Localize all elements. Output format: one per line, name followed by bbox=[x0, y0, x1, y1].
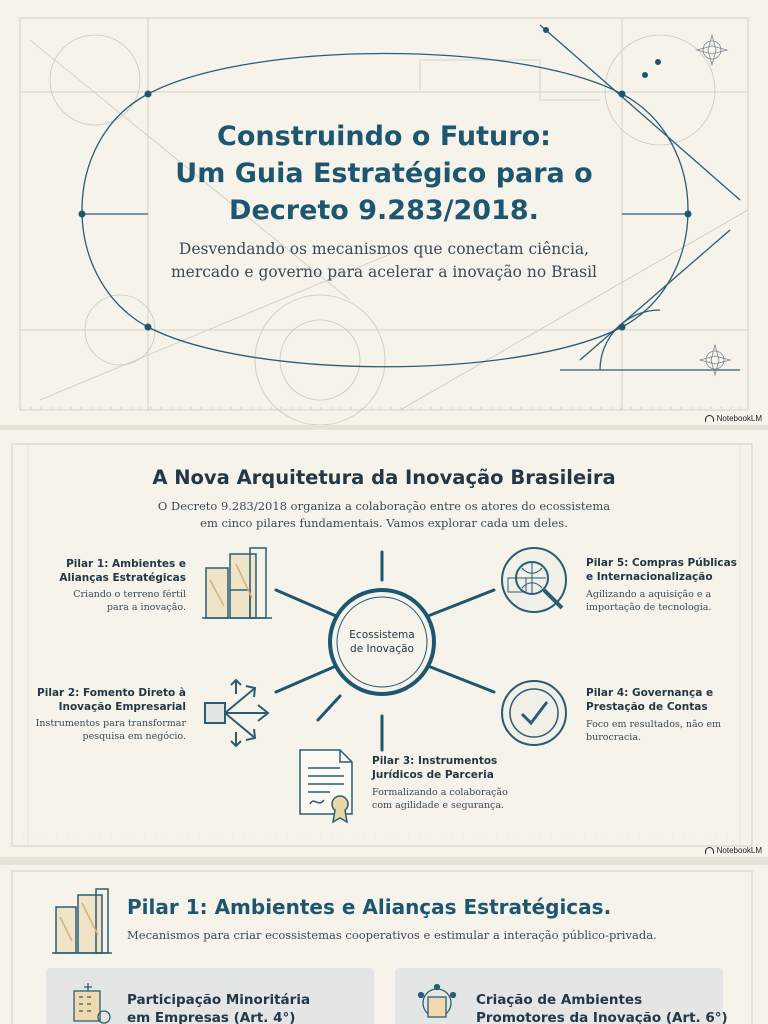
architecture-slide bbox=[0, 430, 768, 857]
hub-label-line: de Inovação bbox=[350, 643, 414, 655]
document-seal-icon bbox=[300, 750, 352, 822]
hub-label-line: Ecossistema bbox=[349, 629, 415, 641]
card-title-line: Criação de Ambientes bbox=[476, 992, 643, 1008]
arrows-icon bbox=[205, 680, 268, 746]
title-line: Construindo o Futuro: bbox=[217, 121, 551, 152]
pillar-title-line: Pilar 3: Instrumentos bbox=[372, 755, 498, 767]
card-title-line: Participação Minoritária bbox=[127, 992, 311, 1008]
title-line: Um Guia Estratégico para o bbox=[175, 158, 593, 189]
brand-label: NotebookLM bbox=[716, 846, 762, 855]
pillar-desc-line: Instrumentos para transformar bbox=[35, 718, 186, 729]
brand-mark bbox=[705, 846, 762, 855]
brand-mark bbox=[705, 414, 762, 423]
pillar-desc-line: burocracia. bbox=[586, 732, 642, 743]
pillar-desc-line: pesquisa em negócio. bbox=[82, 731, 186, 742]
network-building-icon bbox=[419, 985, 456, 1018]
pillar-desc-line: com agilidade e segurança. bbox=[372, 800, 505, 811]
pillar-1-desc bbox=[40, 588, 186, 614]
pillar-title-line: Pilar 5: Compras Públicas bbox=[586, 557, 737, 569]
card-ambientes-title bbox=[476, 991, 728, 1024]
building-gear-icon bbox=[74, 983, 110, 1023]
pillar-2-title bbox=[20, 686, 186, 714]
brand-label: NotebookLM bbox=[716, 414, 762, 423]
pillar-desc-line: Formalizando a colaboração bbox=[372, 787, 508, 798]
clock-check-icon bbox=[502, 681, 566, 745]
pillar-2-desc bbox=[20, 717, 186, 743]
pillar-title-line: Pilar 2: Fomento Direto à bbox=[37, 687, 186, 699]
slide-title: Pilar 1: Ambientes e Alianças Estratégicas. bbox=[127, 895, 612, 919]
slide-subtitle: Mecanismos para criar ecossistemas cooperativos e estimular a interação público-privada. bbox=[127, 928, 657, 942]
pillar-desc-line: Agilizando a aquisição e a bbox=[586, 589, 712, 600]
pillar-title-line: Prestação de Contas bbox=[586, 701, 708, 713]
subtitle-line: Desvendando os mecanismos que conectam ciência, bbox=[178, 240, 590, 258]
pillar-title-line: Inovação Empresarial bbox=[58, 701, 186, 713]
title-slide bbox=[0, 0, 768, 425]
pillar-4-desc bbox=[586, 718, 756, 744]
hub-label bbox=[330, 628, 434, 656]
pillar-title-line: e Internacionalização bbox=[586, 571, 713, 583]
notebooklm-icon bbox=[705, 415, 714, 422]
pillar-desc-line: para a inovação. bbox=[106, 602, 186, 613]
subtitle-line: mercado e governo para acelerar a inovação no Brasil bbox=[170, 263, 598, 281]
pillar-4-title bbox=[586, 686, 756, 714]
pillar-5-desc bbox=[586, 588, 762, 614]
pillar-title-line: Alianças Estratégicas bbox=[59, 572, 186, 584]
pillar-title-line: Jurídicos de Parceria bbox=[372, 769, 494, 781]
page-subtitle bbox=[0, 238, 768, 284]
pillar-3-desc bbox=[372, 786, 542, 812]
pillar-title-line: Pilar 4: Governança e bbox=[586, 687, 714, 699]
card-participacao-title bbox=[127, 991, 310, 1024]
page-title bbox=[0, 118, 768, 229]
globe-magnifier-icon bbox=[502, 548, 566, 612]
card-title-line: em Empresas (Art. 4°) bbox=[127, 1010, 296, 1024]
pillar-3-title bbox=[372, 754, 542, 782]
pillar-5-title bbox=[586, 556, 762, 584]
card-title-line: Promotores da Inovação (Art. 6°) bbox=[476, 1010, 728, 1024]
pillar-title-line: Pilar 1: Ambientes e bbox=[66, 558, 186, 570]
pillar-1-title bbox=[40, 557, 186, 585]
subtitle-line: O Decreto 9.283/2018 organiza a colaboração entre os atores do ecossistema bbox=[157, 499, 611, 513]
buildings-icon bbox=[202, 548, 272, 618]
pillar-desc-line: Foco em resultados, não em bbox=[586, 719, 722, 730]
subtitle-line: em cinco pilares fundamentais. Vamos explorar cada um deles. bbox=[200, 516, 568, 530]
pillar-1-slide bbox=[0, 865, 768, 1024]
pillar-desc-line: Criando o terreno fértil bbox=[73, 589, 186, 600]
slide-title: A Nova Arquitetura da Inovação Brasileira bbox=[152, 466, 616, 489]
pillar-desc-line: importação de tecnologia. bbox=[586, 602, 712, 613]
title-line: Decreto 9.283/2018. bbox=[229, 195, 539, 226]
compass-rose-icon bbox=[697, 35, 727, 65]
notebooklm-icon bbox=[705, 847, 714, 854]
